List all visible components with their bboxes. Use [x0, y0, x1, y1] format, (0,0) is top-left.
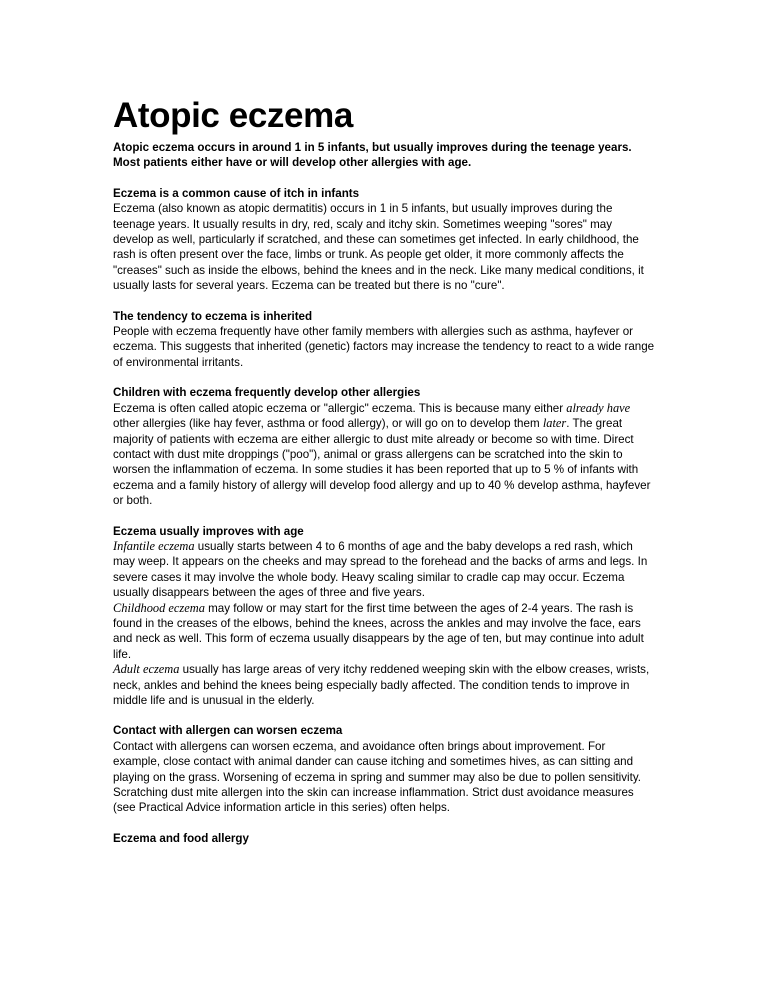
- section-heading: Eczema is a common cause of itch in infants: [113, 186, 360, 200]
- section-eczema-common-cause: [113, 186, 655, 294]
- body-fragment: other allergies (like hay fever, asthma or food allergy), or will go on to develop them: [113, 417, 543, 431]
- section-heading: The tendency to eczema is inherited: [113, 309, 313, 323]
- body-fragment: may follow or may start for the first time between the ages of 2-4 years. The rash is found in the creases of the elbows, behind the knees, across the ankles and may involve the face, ears and neck as well. This form of eczema usually disappears by the age of ten, but may continue into adult life.: [113, 601, 644, 661]
- section-body: Contact with allergens can worsen eczema, and avoidance often brings about improvement. For example, close contact with animal dander can cause itching and sometimes hives, as can sitting and playing on the grass. Worsening of eczema in spring and summer may also be due to pollen sensitivity. Scratching dust mite allergen into the skin can increase inflammation. Strict dust avoidance measures (see Practical Advice information article in this series) often helps.: [113, 739, 642, 815]
- section-spacer: [113, 370, 655, 385]
- section-tendency-inherited: [113, 309, 655, 371]
- section-spacer: [113, 708, 655, 723]
- section-body-adult: [113, 662, 655, 708]
- section-body: People with eczema frequently have other family members with allergies such as asthma, hayfever or eczema. This suggests that inherited (genetic) factors may increase the tendency to react to a wide range of environmental irritants.: [113, 325, 655, 369]
- section-heading: Eczema and food allergy: [113, 831, 249, 845]
- emphasis-infantile-eczema: Infantile eczema: [113, 538, 195, 553]
- section-heading: Children with eczema frequently develop other allergies: [113, 386, 421, 400]
- emphasis-already-have: already have: [566, 400, 631, 415]
- section-spacer: [113, 294, 655, 309]
- emphasis-childhood-eczema: Childhood eczema: [113, 600, 205, 615]
- body-fragment: usually has large areas of very itchy reddened weeping skin with the elbow creases, wrists, neck, ankles and behind the knees being especially badly affected. The condition tends to improve in middle life and is unusual in the elderly.: [113, 663, 650, 707]
- section-heading: Contact with allergen can worsen eczema: [113, 724, 343, 738]
- emphasis-adult-eczema: Adult eczema: [113, 662, 180, 677]
- body-fragment: Eczema is often called atopic eczema or "allergic" eczema. This is because many either: [113, 401, 567, 415]
- section-body: Eczema (also known as atopic dermatitis) occurs in 1 in 5 infants, but usually improves during the teenage years. It usually results in dry, red, scaly and itchy skin. Sometimes weeping "sores" may develop as well, particularly if scratched, and these can sometimes get infected. In early childhood, the rash is often present over the face, limbs or trunk. As people get older, it more commonly affects the "creases" such as inside the elbows, behind the knees and in the neck. Like many medical conditions, it usually lasts for several years. Eczema can be treated but there is no "cure".: [113, 202, 644, 293]
- section-spacer: [113, 171, 655, 186]
- section-spacer: [113, 509, 655, 524]
- section-body-childhood: [113, 601, 655, 663]
- section-body-infantile: [113, 539, 655, 601]
- section-improves-with-age: [113, 524, 655, 709]
- body-fragment: usually starts between 4 to 6 months of age and the baby develops a red rash, which may weep. It appears on the cheeks and may spread to the forehead and the backs of arms and legs. In severe cases it may involve the whole body. Heavy scaling similar to cradle cap may occur. Eczema usually disappears between the ages of three and five years.: [113, 539, 648, 600]
- emphasis-later: later: [542, 416, 567, 431]
- section-eczema-food-allergy: [113, 831, 655, 846]
- section-body: [113, 401, 655, 509]
- section-spacer: [113, 816, 655, 831]
- body-fragment: . The great majority of patients with eczema are either allergic to dust mite already or become so with time. Direct contact with dust mite droppings ("poo"), animal or grass allergens can be scratched into the skin to worsen the inflammation of eczema. In some studies it has been reported that up to 5 % of infants with eczema and a family history of allergy will develop food allergy and up to 40 % develop asthma, hayfever or both.: [113, 417, 651, 508]
- section-contact-allergen: [113, 723, 655, 815]
- section-heading: Eczema usually improves with age: [113, 524, 304, 538]
- page-title: Atopic eczema: [113, 96, 353, 135]
- lead-paragraph: Atopic eczema occurs in around 1 in 5 infants, but usually improves during the teenage years. Most patients either have or will develop other allergies with age.: [113, 141, 632, 170]
- section-children-other-allergies: [113, 385, 655, 508]
